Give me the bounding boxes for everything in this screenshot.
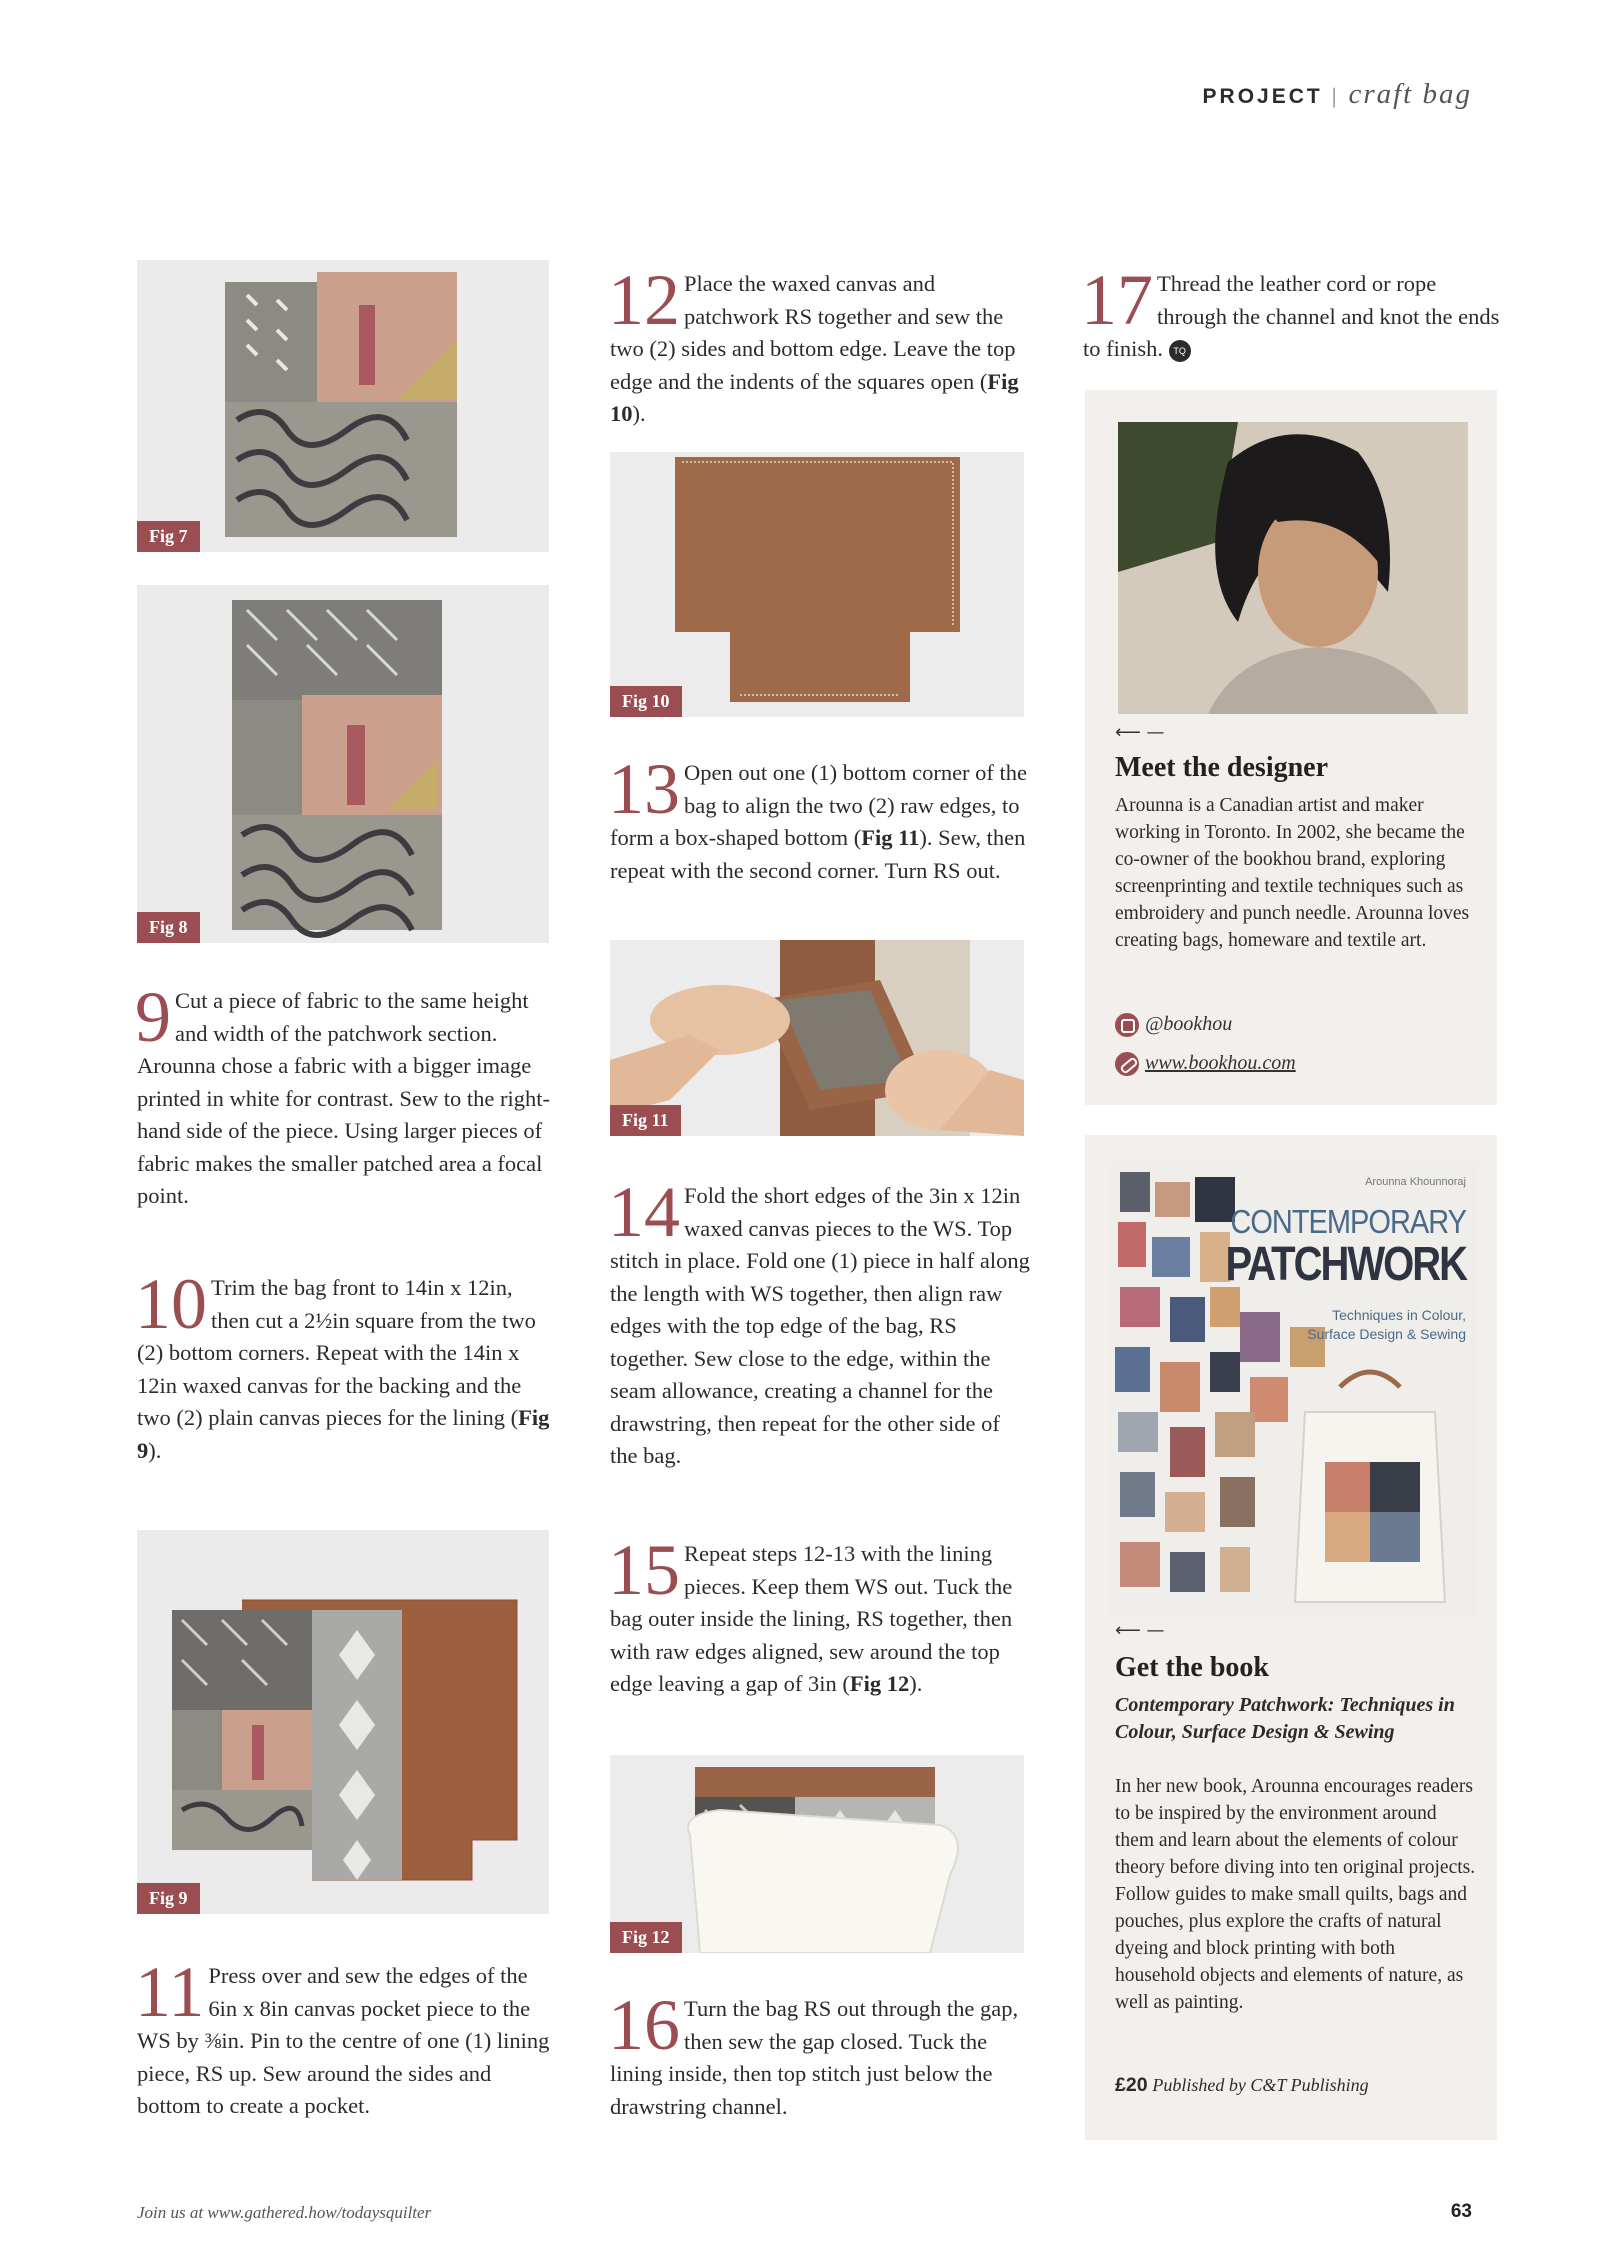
link-icon: [1115, 1052, 1139, 1076]
step-text-end: ).: [909, 1671, 923, 1696]
figure-reference: Fig 12: [849, 1671, 910, 1696]
figure-label: Fig 12: [610, 1922, 682, 1953]
step-text: Cut a piece of fabric to the same height and width of the patchwork section. Arounna chose a fabric with a bigger image printed in white for contrast. Sew to the right-hand side of the piece. Using larger pieces of fabric makes the smaller patched area a focal point.: [137, 988, 551, 1208]
book-heading: Get the book: [1115, 1652, 1269, 1683]
step-number: 14: [608, 1172, 680, 1252]
book-cover-subtitle-2: Surface Design & Sewing: [1307, 1326, 1466, 1342]
figure-7-photo: [137, 260, 549, 552]
arrow-icon: ⟵ —: [1115, 722, 1165, 743]
step-text: Trim the bag front to 14in x 12in, then cut a 2½in square from the two (2) bottom corners. Repeat with the 14in x 12in waxed canvas for the backing and the two (2) plain canvas pieces for the lining (: [137, 1275, 536, 1430]
book-description: In her new book, Arounna encourages readers to be inspired by the environment around them and learn about the elements of colour theory before diving into ten original projects. Follow guides to make small quilts, bags and pouches, plus explore the crafts of natural dyeing and block printing with both household objects and elements of nature, as well as painting.: [1115, 1776, 1476, 2013]
figure-label: Fig 9: [137, 1883, 200, 1914]
figure-reference: Fig 11: [861, 825, 920, 850]
designer-portrait: [1118, 422, 1468, 714]
step-16: [608, 1985, 1030, 2123]
book-cover-title-2: PATCHWORK: [1225, 1238, 1466, 1291]
step-12: [608, 260, 1030, 431]
step-number: 10: [135, 1264, 207, 1344]
figure-8-photo: [137, 585, 549, 943]
figure-reference: Fig 10: [610, 368, 1019, 426]
designer-bio: Arounna is a Canadian artist and maker working in Toronto. In 2002, she became the co-owner of the bookhou brand, exploring screenprinting and textile techniques such as embroidery and punch needle. Arounna loves creating bags, homeware and textile art.: [1115, 795, 1470, 951]
step-14: [608, 1172, 1030, 1473]
step-text: Place the waxed canvas and patchwork RS together and sew the two (2) sides and bottom edge. Leave the top edge and the indents of the squares open (: [610, 271, 1016, 394]
designer-heading: Meet the designer: [1115, 752, 1329, 783]
book-price-line: [1115, 2072, 1369, 2099]
book-cover-author: Arounna Khounnoraj: [1365, 1176, 1466, 1188]
header-separator: |: [1330, 84, 1341, 108]
running-header: [1203, 78, 1472, 111]
step-text: Turn the bag RS out through the gap, then sew the gap closed. Tuck the lining inside, then top stitch just below the drawstring channel.: [610, 1996, 1019, 2119]
instagram-link[interactable]: [1115, 1013, 1232, 1037]
figure-label: Fig 8: [137, 912, 200, 943]
book-cover: [1110, 1162, 1478, 1617]
figure-label: Fig 10: [610, 686, 682, 717]
step-number: 12: [608, 260, 680, 340]
footer-text: Join us at www.gathered.how/todaysquilter: [137, 2203, 432, 2222]
step-number: 15: [608, 1530, 680, 1610]
arrow-icon: ⟵ —: [1115, 1620, 1165, 1641]
step-9: [135, 977, 557, 1213]
step-number: 17: [1081, 260, 1153, 340]
figure-reference: Fig 9: [137, 1405, 550, 1463]
step-number: 13: [608, 749, 680, 829]
step-number: 9: [135, 977, 171, 1057]
step-15: [608, 1530, 1030, 1701]
step-text-end: ).: [632, 401, 646, 426]
figure-label: Fig 7: [137, 521, 200, 552]
book-cover-subtitle-1: Techniques in Colour,: [1332, 1307, 1466, 1323]
figure-11-photo: [610, 940, 1024, 1136]
end-mark-icon: TQ: [1169, 340, 1191, 362]
section-category: craft bag: [1348, 78, 1472, 110]
step-number: 16: [608, 1985, 680, 2065]
step-text: Thread the leather cord or rope through the channel and knot the ends to finish.: [1083, 271, 1500, 361]
page-number: 63: [1450, 2201, 1472, 2222]
step-text-end: ).: [148, 1437, 162, 1463]
step-13: [608, 749, 1030, 887]
instagram-icon: [1115, 1013, 1139, 1037]
step-text: Press over and sew the edges of the 6in x 8in canvas pocket piece to the WS by ⅜in. Pin to the centre of one (1) lining piece, RS up. Sew around the sides and bottom to create a pocket.: [137, 1963, 550, 2118]
book-title: Contemporary Patchwork: Techniques in Colour, Surface Design & Sewing: [1115, 1694, 1455, 1743]
website-url: www.bookhou.com: [1145, 1052, 1296, 1074]
book-cover-title-1: CONTEMPORARY: [1230, 1204, 1466, 1241]
patchwork-strips-image: [137, 260, 549, 552]
step-text: Repeat steps 12-13 with the lining pieces. Keep them WS out. Tuck the bag outer inside the lining, RS together, then with raw edges aligned, sew around the top edge leaving a gap of 3in (: [610, 1541, 1013, 1696]
figure-label: Fig 11: [610, 1105, 681, 1136]
step-text: Open out one (1) bottom corner of the bag to align the two (2) raw edges, to form a box-shaped bottom (: [610, 760, 1028, 850]
sewn-canvas-image: [610, 452, 1024, 717]
section-kicker: PROJECT: [1202, 85, 1323, 108]
step-text-end: ). Sew, then repeat with the second corner. Turn RS out.: [610, 825, 1026, 883]
step-11: [135, 1952, 557, 2123]
figure-10-photo: [610, 452, 1024, 717]
figure-12-photo: [610, 1755, 1024, 1953]
step-number: 11: [135, 1952, 205, 2032]
instagram-handle: @bookhou: [1145, 1013, 1233, 1035]
figure-9-photo: [137, 1530, 549, 1914]
book-price: £20: [1115, 2074, 1148, 2096]
website-link[interactable]: [1115, 1052, 1296, 1076]
step-10: [135, 1264, 557, 1467]
book-publisher: Published by C&T Publishing: [1152, 2075, 1369, 2095]
step-text: Fold the short edges of the 3in x 12in waxed canvas pieces to the WS. Top stitch in place. Fold one (1) piece in half along the length with WS together, then align raw edges with the top edge of the bag, RS together. Sew close to the edge, within the seam allowance, creating a channel for the drawstring, then repeat for the other side of the bag.: [610, 1183, 1030, 1468]
patchwork-block-image: [137, 585, 549, 943]
step-17: [1081, 260, 1508, 366]
portrait-image: [1118, 422, 1468, 714]
patchwork-with-canvas-image: [137, 1530, 549, 1914]
